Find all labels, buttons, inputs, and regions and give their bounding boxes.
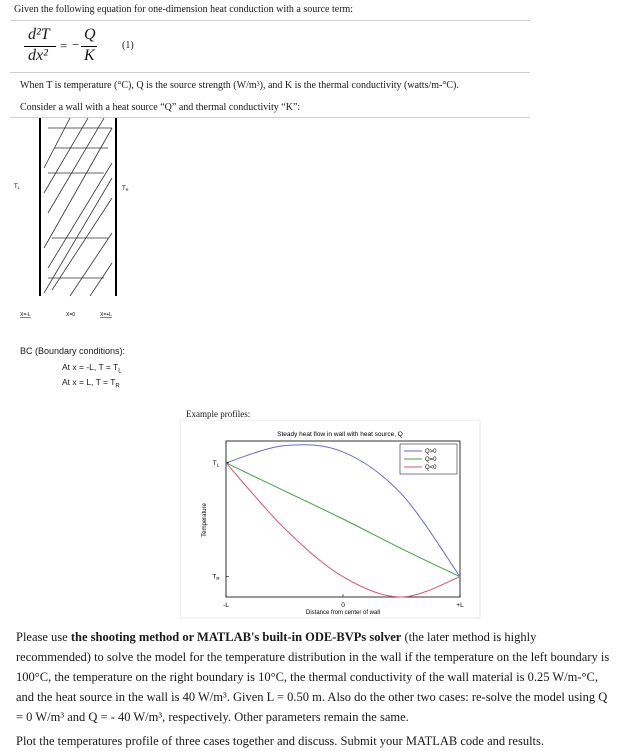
- wall-diagram: [8, 118, 168, 326]
- y-tick-label: $T_R$: [212, 573, 220, 582]
- bc-left-sub: L: [118, 368, 122, 375]
- legend: [400, 444, 457, 474]
- equation-lhs-denominator: dx²: [28, 47, 48, 64]
- x-left-label: X=-L: [20, 312, 31, 318]
- equation-minus: −: [72, 37, 80, 52]
- bc-title: BC (Boundary conditions):: [20, 346, 126, 356]
- legend-label: Q=0: [425, 457, 437, 463]
- bc-left-text: At x = -L, T = T: [62, 362, 119, 372]
- y-axis-label: Temperature: [202, 503, 208, 537]
- bc-left: [62, 362, 122, 375]
- problem-paragraph: [16, 627, 614, 727]
- y-tick-label: $T_L$: [212, 459, 220, 468]
- chart-title: Steady heat flow in wall with heat source, Q: [277, 431, 403, 438]
- problem-text-bold: the shooting method or MATLAB's built-in ODE-BVPs solver: [70, 630, 402, 644]
- example-profiles-chart: [180, 420, 490, 620]
- equation-rhs-numerator: Q: [84, 26, 96, 43]
- x-center-label: X=0: [66, 312, 76, 318]
- x-tick-label: 0: [341, 602, 345, 609]
- intro-text: Given the following equation for one-dimension heat conduction with a source term:: [14, 4, 354, 15]
- equation-number: (1): [122, 40, 134, 51]
- legend-label: Q>0: [425, 449, 437, 455]
- bc-right: [62, 377, 120, 390]
- equation-rhs-denominator: K: [84, 47, 95, 64]
- bc-right-sub: R: [115, 383, 120, 390]
- x-tick-label: +L: [456, 602, 464, 609]
- right-temp-label: TR: [122, 186, 129, 192]
- equation-lhs-numerator: d²T: [28, 26, 50, 43]
- equation: [20, 24, 150, 72]
- divider: [10, 72, 530, 73]
- x-axis-label: Distance from center of wall: [305, 610, 381, 616]
- problem-submit: Plot the temperatures profile of three cases together and discuss. Submit your MATLAB code and results.: [16, 734, 545, 748]
- problem-text-c: (the later method is highly recommended) to solve the model for the temperature distribution in the wall if the temperature on the left boundary is 100°C, the temperature on the right boundary is 10°C, the thermal conductivity of the wall material is 0.25 W/m-°C, and the heat source in the wall is 40 W/m³. Given L = 0.50 m. Also do the other two cases: re-solve the model using Q = 0 W/m³ and Q = - 40 W/m³, respectively. Other parameters remain the same.: [16, 630, 610, 724]
- chart-caption: Example profiles:: [186, 409, 251, 419]
- problem-text-a: Please use: [16, 630, 71, 644]
- left-temp-label: TL: [14, 184, 20, 190]
- wall-intro-text: Consider a wall with a heat source “Q” and thermal conductivity “K”:: [20, 102, 301, 113]
- x-right-label: X=+L: [100, 312, 112, 318]
- x-tick-label: -L: [223, 602, 229, 609]
- legend-label: Q<0: [425, 465, 437, 471]
- equation-equals: =: [60, 38, 68, 53]
- bc-right-text: At x = L, T = T: [62, 377, 116, 387]
- divider: [10, 20, 530, 21]
- wall-hatching: [44, 118, 112, 296]
- definition-text: When T is temperature (°C), Q is the source strength (W/m³), and K is the thermal conductivity (watts/m-°C).: [20, 80, 459, 91]
